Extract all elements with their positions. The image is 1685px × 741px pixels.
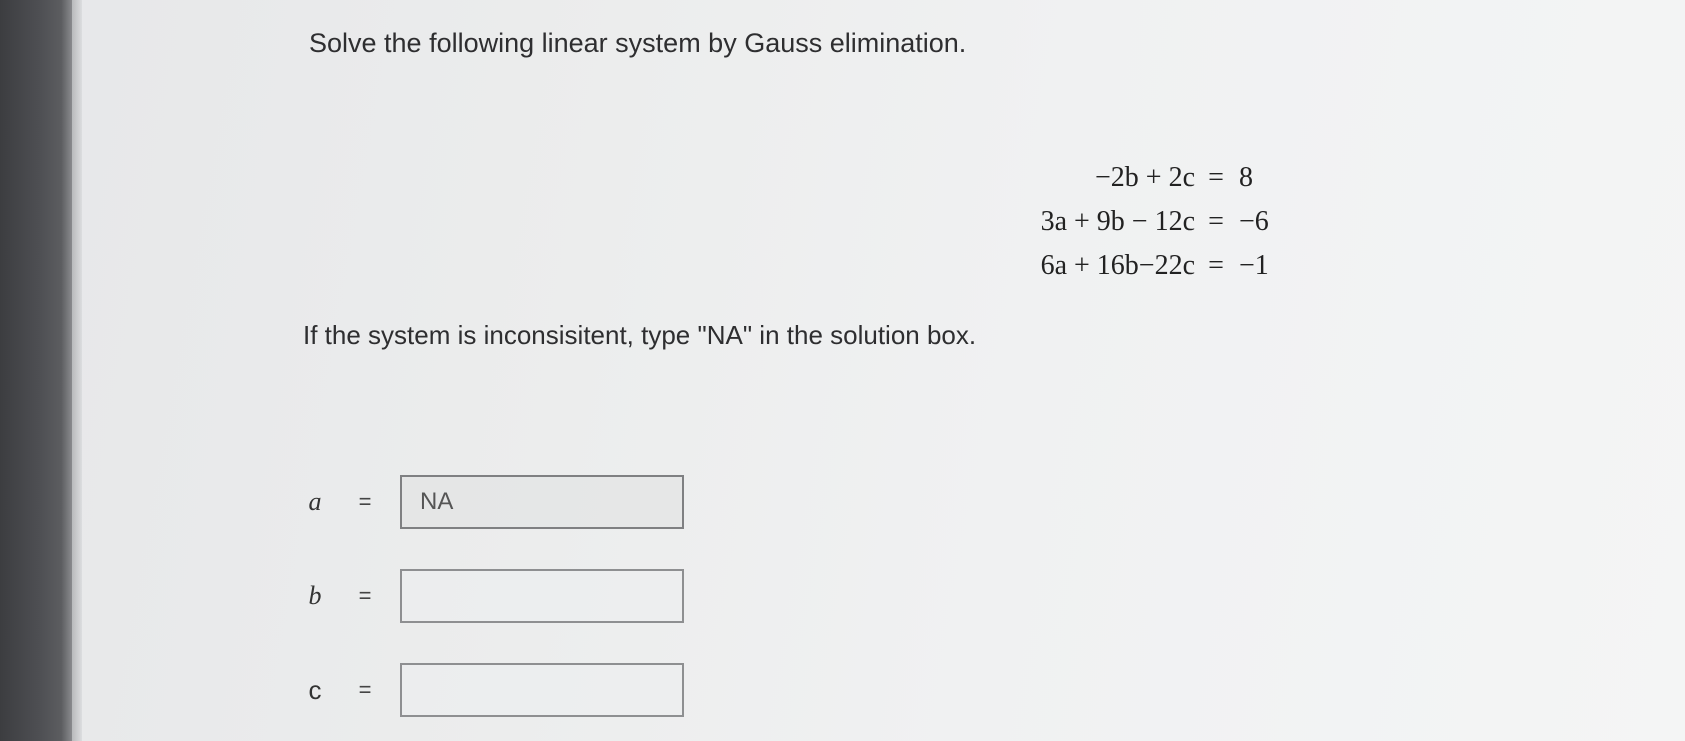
- equation-rhs: −6: [1239, 206, 1269, 237]
- equation-row: [940, 200, 1299, 244]
- equation-sign: =: [1208, 162, 1224, 193]
- answer-row-a: [300, 472, 684, 532]
- linear-system: [940, 156, 1299, 288]
- answer-input-a[interactable]: [400, 475, 684, 529]
- variable-label-a: a: [308, 487, 322, 516]
- equation-lhs: 3a + 9b − 12c: [1040, 206, 1195, 237]
- equation-lhs: 6a + 16b−22c: [1040, 250, 1195, 281]
- equation-lhs: −2b + 2c: [1094, 162, 1195, 193]
- equals-sign: =: [358, 583, 372, 608]
- variable-label-c: c: [308, 674, 322, 705]
- answer-input-c[interactable]: [400, 663, 684, 717]
- equals-sign: =: [358, 489, 372, 514]
- equation-sign: =: [1208, 206, 1224, 237]
- equation-rhs: 8: [1239, 162, 1253, 193]
- equals-sign: =: [358, 677, 372, 702]
- answer-row-c: [300, 660, 684, 720]
- question-text: Solve the following linear system by Gauss elimination.: [309, 28, 967, 58]
- monitor-bezel: [0, 0, 72, 741]
- equation-row: [940, 156, 1299, 200]
- equation-rhs: −1: [1239, 250, 1269, 281]
- answer-row-b: [300, 566, 684, 626]
- equation-sign: =: [1208, 250, 1224, 281]
- screen-edge: [72, 0, 82, 741]
- variable-label-b: b: [308, 581, 322, 610]
- instruction-note: If the system is inconsisitent, type "NA" in the solution box.: [303, 320, 977, 350]
- equation-row: [940, 244, 1299, 288]
- answer-input-b[interactable]: [400, 569, 684, 623]
